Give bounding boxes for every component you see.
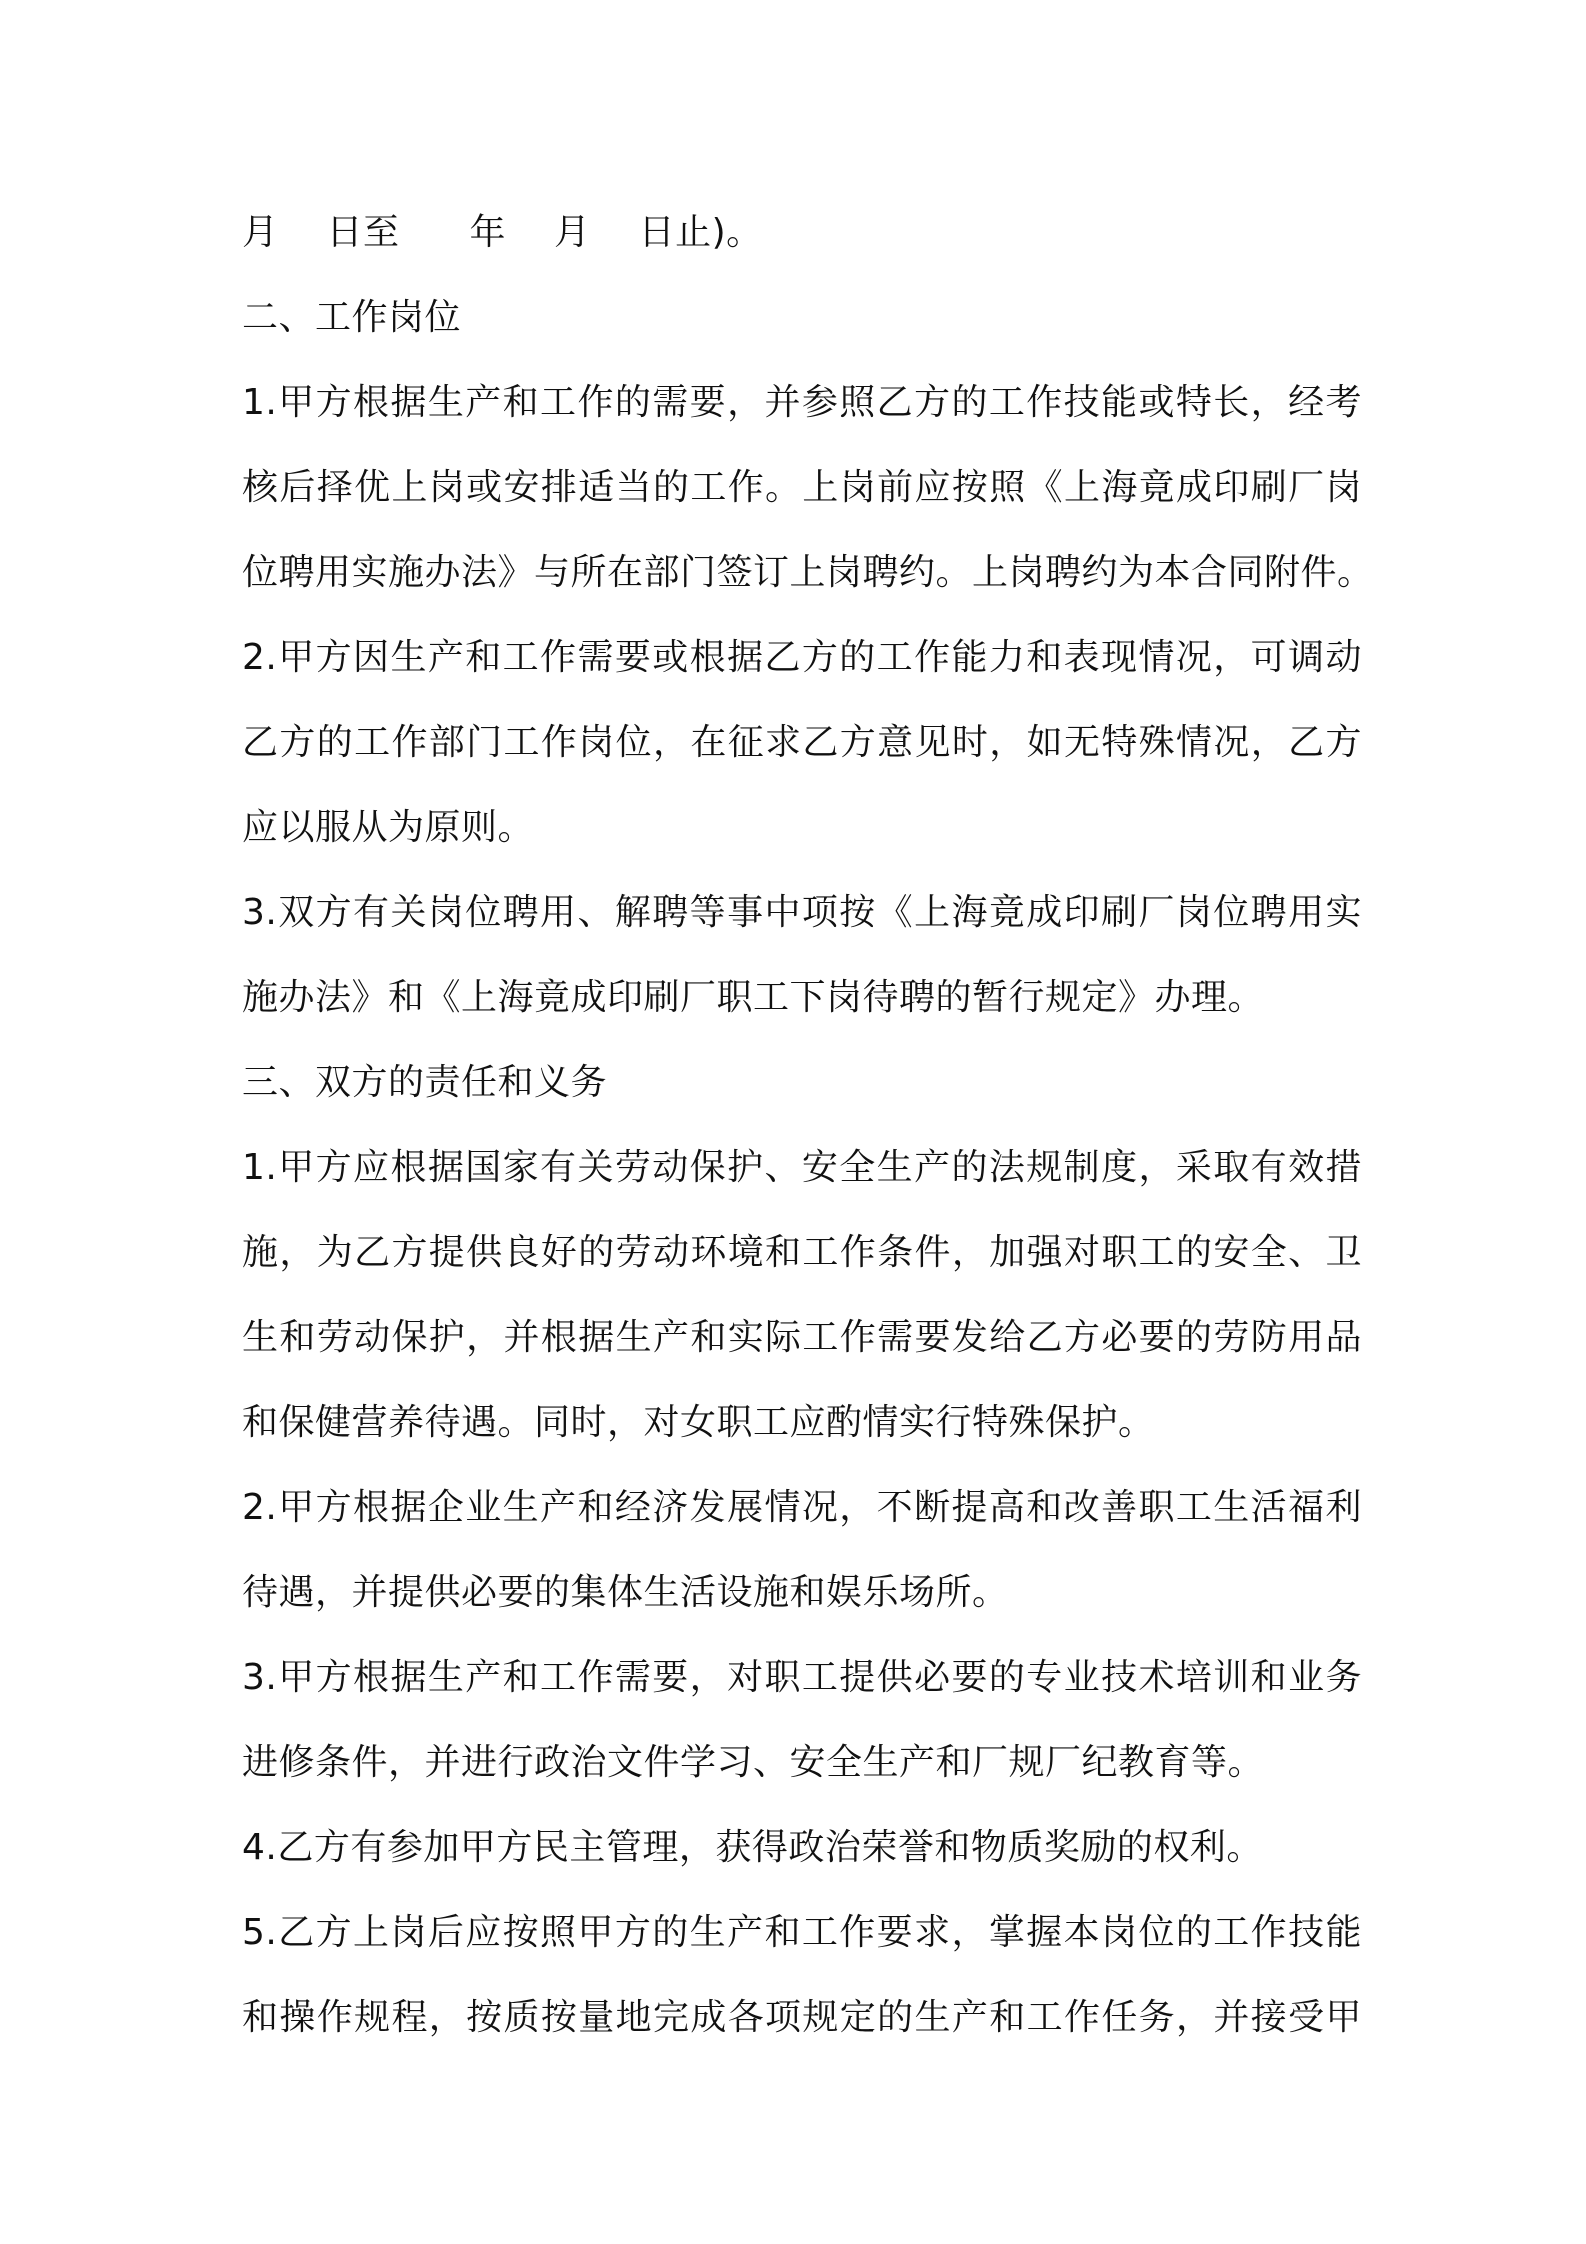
text-line: 和保健营养待遇。同时，对女职工应酌情实行特殊保护。: [242, 1402, 1155, 1443]
text-line: 位聘用实施办法》与所在部门签订上岗聘约。上岗聘约为本合同附件。: [242, 552, 1374, 593]
text-line: 和操作规程，按质按量地完成各项规定的生产和工作任务，并接受甲: [242, 1997, 1362, 2038]
date-part-month-2: 月: [554, 212, 591, 253]
text-line: 生和劳动保护，并根据生产和实际工作需要发给乙方必要的劳防用品: [242, 1317, 1362, 1358]
document-page: [242, 190, 1374, 2060]
text-line: 4.乙方有参加甲方民主管理，获得政治荣誉和物质奖励的权利。: [242, 1827, 1263, 1868]
text-line: 3.甲方根据生产和工作需要，对职工提供必要的专业技术培训和业务: [242, 1657, 1362, 1698]
text-line: 2.甲方根据企业生产和经济发展情况，不断提高和改善职工生活福利: [242, 1487, 1362, 1528]
text-line: 应以服从为原则。: [242, 807, 535, 848]
text-line: 1.甲方应根据国家有关劳动保护、安全生产的法规制度，采取有效措: [242, 1147, 1362, 1188]
text-line: 乙方的工作部门工作岗位，在征求乙方意见时，如无特殊情况，乙方: [242, 722, 1362, 763]
section-heading-3: 三、双方的责任和义务: [242, 1062, 608, 1103]
date-part-year: 年: [469, 212, 507, 253]
date-part-day-to: 日止)。: [638, 212, 763, 253]
text-line: 进修条件，并进行政治文件学习、安全生产和厂规厂纪教育等。: [242, 1742, 1265, 1783]
text-line: 待遇，并提供必要的集体生活设施和娱乐场所。: [242, 1572, 1009, 1613]
text-line: 核后择优上岗或安排适当的工作。上岗前应按照《上海竟成印刷厂岗: [242, 467, 1362, 508]
text-line: 1.甲方根据生产和工作的需要，并参照乙方的工作技能或特长，经考: [242, 382, 1362, 423]
date-part-day-from: 日至: [326, 212, 400, 253]
text-line: 3.双方有关岗位聘用、解聘等事中项按《上海竟成印刷厂岗位聘用实: [242, 892, 1362, 933]
text-line: 2.甲方因生产和工作需要或根据乙方的工作能力和表现情况，可调动: [242, 637, 1362, 678]
text-line: 施，为乙方提供良好的劳动环境和工作条件，加强对职工的安全、卫: [242, 1232, 1362, 1273]
section-heading-2: 二、工作岗位: [242, 297, 462, 338]
text-line: 5.乙方上岗后应按照甲方的生产和工作要求，掌握本岗位的工作技能: [242, 1912, 1362, 1953]
date-part-month: 月: [242, 212, 279, 253]
text-line: 施办法》和《上海竟成印刷厂职工下岗待聘的暂行规定》办理。: [242, 977, 1265, 1018]
date-line: [242, 190, 1362, 275]
